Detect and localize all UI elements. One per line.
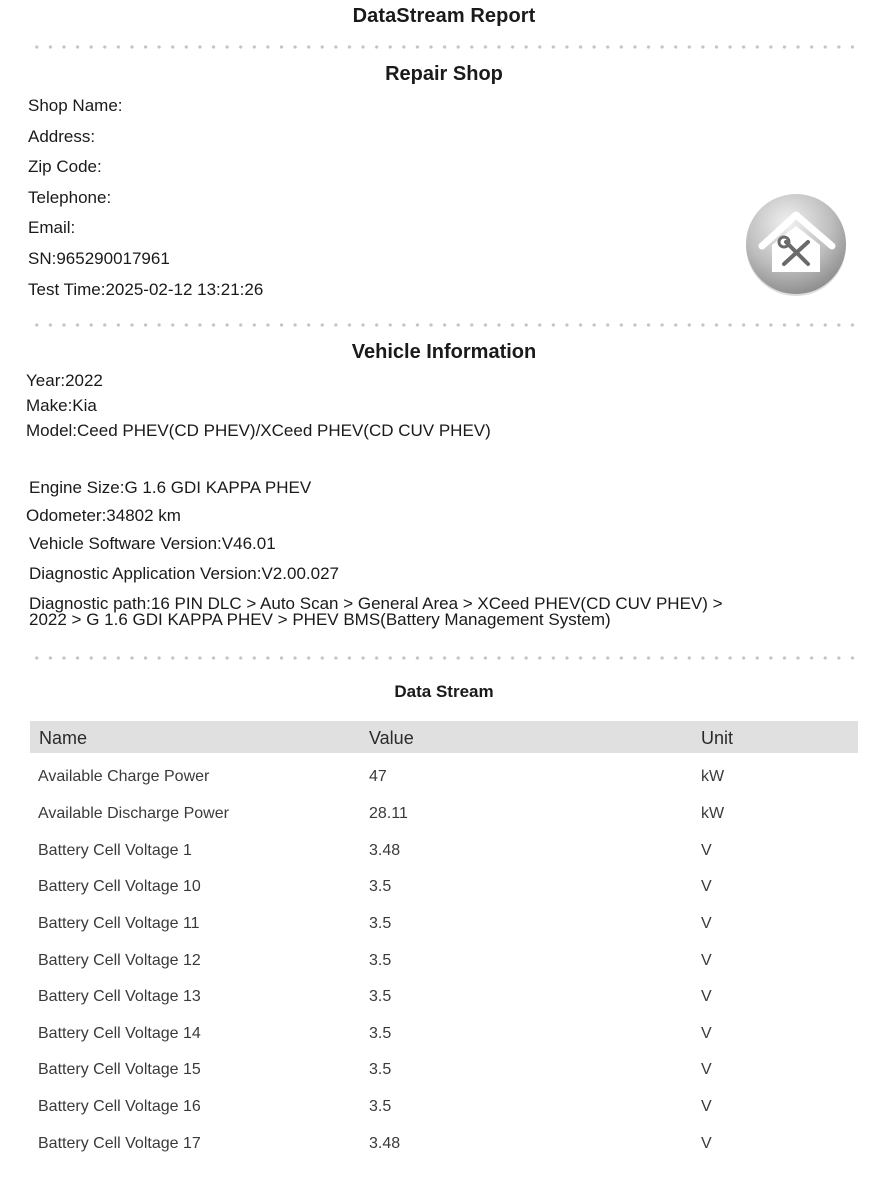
engine-size: Engine Size:G 1.6 GDI KAPPA PHEV	[29, 478, 312, 497]
table-row	[30, 1134, 858, 1170]
table-row	[30, 767, 858, 803]
row-unit: V	[701, 952, 712, 969]
row-unit: V	[701, 1098, 712, 1115]
row-name: Battery Cell Voltage 11	[38, 915, 200, 932]
row-value: 3.5	[369, 952, 392, 969]
row-name: Battery Cell Voltage 16	[38, 1098, 201, 1115]
row-value: 3.5	[369, 988, 392, 1005]
vehicle-model: Model:Ceed PHEV(CD PHEV)/XCeed PHEV(CD CUV PHEV)	[26, 421, 491, 440]
diagnostic-path: Diagnostic path:16 PIN DLC > Auto Scan > General Area > XCeed PHEV(CD CUV PHEV) > 2022 > G 1.6 GDI KAPPA PHEV > PHEV BMS(Battery Management System)	[29, 594, 723, 629]
vehicle-info-title: Vehicle Information	[351, 341, 537, 363]
row-unit: V	[701, 842, 712, 859]
table-row	[30, 877, 858, 913]
row-value: 3.5	[369, 915, 392, 932]
data-stream-title: Data Stream	[394, 682, 494, 701]
row-name: Battery Cell Voltage 15	[38, 1061, 201, 1078]
table-row	[30, 841, 858, 877]
row-name: Battery Cell Voltage 13	[38, 988, 201, 1005]
vehicle-year: Year:2022	[26, 371, 103, 390]
row-value: 3.48	[369, 842, 401, 859]
row-unit: V	[701, 878, 712, 895]
diagnostic-app-version: Diagnostic Application Version:V2.00.027	[29, 564, 339, 583]
repair-shop-house-tools-icon	[742, 190, 850, 298]
row-value: 3.5	[369, 1061, 392, 1078]
table-row	[30, 914, 858, 950]
header-name: Name	[39, 728, 88, 748]
row-unit: V	[701, 915, 712, 932]
email-label: Email:	[28, 218, 76, 237]
header-unit: Unit	[701, 728, 734, 748]
shop-name-label: Shop Name:	[28, 96, 123, 115]
row-value: 3.5	[369, 1098, 392, 1115]
dotted-divider	[30, 45, 858, 49]
table-row	[30, 1097, 858, 1133]
row-value: 47	[369, 768, 387, 785]
address-label: Address:	[28, 127, 96, 146]
row-value: 3.5	[369, 1025, 392, 1042]
row-value: 3.48	[369, 1135, 401, 1152]
dotted-divider	[30, 323, 858, 327]
row-unit: kW	[701, 805, 725, 822]
row-name: Battery Cell Voltage 12	[38, 952, 201, 969]
row-unit: V	[701, 1025, 712, 1042]
table-row	[30, 987, 858, 1023]
row-name: Available Charge Power	[38, 768, 210, 785]
report-title: DataStream Report	[352, 5, 536, 27]
dotted-divider	[30, 656, 858, 660]
vehicle-make: Make:Kia	[26, 396, 97, 415]
row-unit: V	[701, 1135, 712, 1152]
telephone-label: Telephone:	[28, 188, 112, 207]
row-unit: kW	[701, 768, 725, 785]
header-value: Value	[369, 728, 414, 748]
row-unit: V	[701, 988, 712, 1005]
test-time: Test Time:2025-02-12 13:21:26	[28, 280, 264, 299]
table-row	[30, 951, 858, 987]
row-name: Battery Cell Voltage 14	[38, 1025, 201, 1042]
row-unit: V	[701, 1061, 712, 1078]
row-name: Battery Cell Voltage 10	[38, 878, 201, 895]
vehicle-software-version: Vehicle Software Version:V46.01	[29, 534, 276, 553]
row-value: 28.11	[369, 805, 408, 822]
row-name: Battery Cell Voltage 1	[38, 842, 192, 859]
table-header	[30, 721, 858, 753]
table-row	[30, 804, 858, 840]
zip-code-label: Zip Code:	[28, 157, 102, 176]
repair-shop-title: Repair Shop	[385, 63, 503, 85]
table-row	[30, 1024, 858, 1060]
serial-number: SN:965290017961	[28, 249, 170, 268]
row-name: Available Discharge Power	[38, 805, 229, 822]
table-row	[30, 1060, 858, 1096]
odometer: Odometer:34802 km	[26, 506, 181, 525]
row-value: 3.5	[369, 878, 392, 895]
row-name: Battery Cell Voltage 17	[38, 1135, 201, 1152]
